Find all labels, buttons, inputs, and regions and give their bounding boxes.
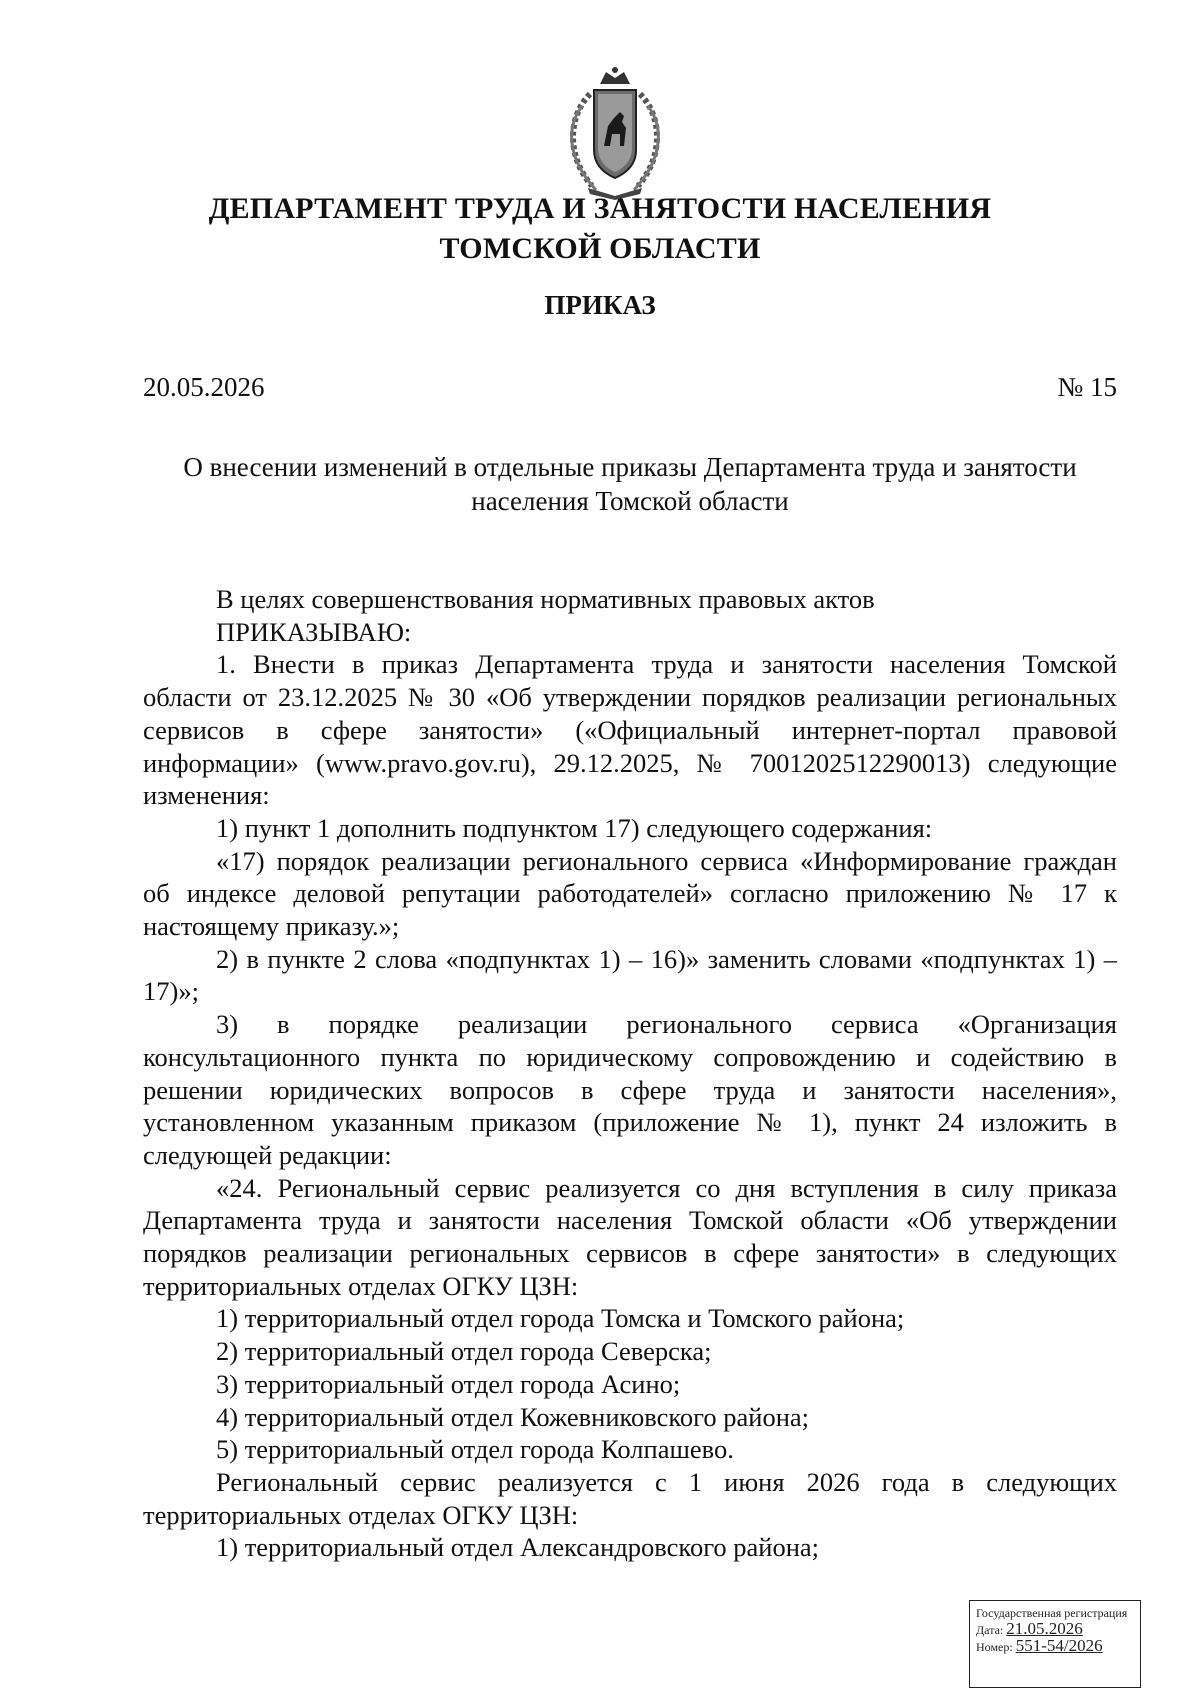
registration-stamp: [969, 1600, 1141, 1688]
list-item: 3) территориальный отдел города Асино;: [216, 1368, 681, 1399]
body-paragraph-subitem-3: 3) в порядке реализации регионального сервиса «Организация консультационного пункта по юридическому сопровождению и содействию в решении юридических вопросов в сфере труда и занятости населения», установленном указанным приказом (приложение № 1), пункт 24 изложить в следующей редакции:: [143, 1009, 1117, 1170]
registration-date-value: 21.05.2026: [1006, 1619, 1083, 1638]
order-body: [143, 583, 1117, 1564]
registration-number-label: Номер:: [976, 1640, 1013, 1654]
body-paragraph-subitem-2: 2) в пункте 2 слова «подпунктах 1) – 16)» заменить словами «подпунктах 1) – 17)»;: [143, 943, 1117, 1007]
registration-number-value: 551-54/2026: [1015, 1636, 1103, 1655]
body-paragraph-order: ПРИКАЗЫВАЮ:: [216, 616, 412, 647]
list-item: 5) территориальный отдел города Колпашево.: [216, 1434, 734, 1465]
body-paragraph-quote-17: «17) порядок реализации регионального сервиса «Информирование граждан об индексе деловой репутации работодателей» согласно приложению № 17 к настоящему приказу.»;: [143, 845, 1117, 942]
registration-date-label: Дата:: [976, 1623, 1004, 1637]
body-paragraph-june-service: Региональный сервис реализуется с 1 июня 2026 года в следующих территориальных отделах ОГКУ ЦЗН:: [143, 1466, 1117, 1530]
body-paragraph-quote-24: «24. Региональный сервис реализуется со дня вступления в силу приказа Департамента труда и занятости населения Томской области «Об утверждении порядков реализации региональных сервисов в сфере занятости» в следующих территориальных отделах ОГКУ ЦЗН:: [143, 1172, 1117, 1301]
organization-name-line-1: ДЕПАРТАМЕНТ ТРУДА И ЗАНЯТОСТИ НАСЕЛЕНИЯ: [208, 192, 992, 225]
body-paragraph-subitem-1: 1) пункт 1 дополнить подпунктом 17) следующего содержания:: [216, 812, 933, 843]
document-type: ПРИКАЗ: [544, 290, 656, 320]
list-item: 1) территориальный отдел Александровского района;: [216, 1532, 820, 1563]
list-item: 1) территориальный отдел города Томска и Томского района;: [216, 1303, 905, 1334]
order-subject-line-1: О внесении изменений в отдельные приказы Департамента труда и занятости: [183, 452, 1077, 482]
list-item: 2) территориальный отдел города Северска;: [216, 1336, 712, 1367]
order-subject-line-2: населения Томской области: [471, 486, 789, 516]
body-paragraph-item-1: 1. Внести в приказ Департамента труда и занятости населения Томской области от 23.12.2025 № 30 «Об утверждении порядков реализации региональных сервисов в сфере занятости» («Официальный интернет-портал правовой информации» (www.pravo.gov.ru), 29.12.2025, № 7001202512290013) следующие изменения:: [143, 649, 1117, 811]
list-item: 4) территориальный отдел Кожевниковского района;: [216, 1401, 810, 1432]
order-subject: [143, 450, 1117, 518]
body-paragraph-purpose: В целях совершенствования нормативных правовых актов: [216, 584, 875, 614]
coat-of-arms-emblem: [560, 66, 670, 200]
organization-name-line-2: ТОМСКОЙ ОБЛАСТИ: [439, 232, 761, 265]
order-number: № 15: [1057, 372, 1117, 402]
order-date: 20.05.2026: [143, 372, 265, 402]
registration-title: Государственная регистрация: [976, 1606, 1128, 1620]
